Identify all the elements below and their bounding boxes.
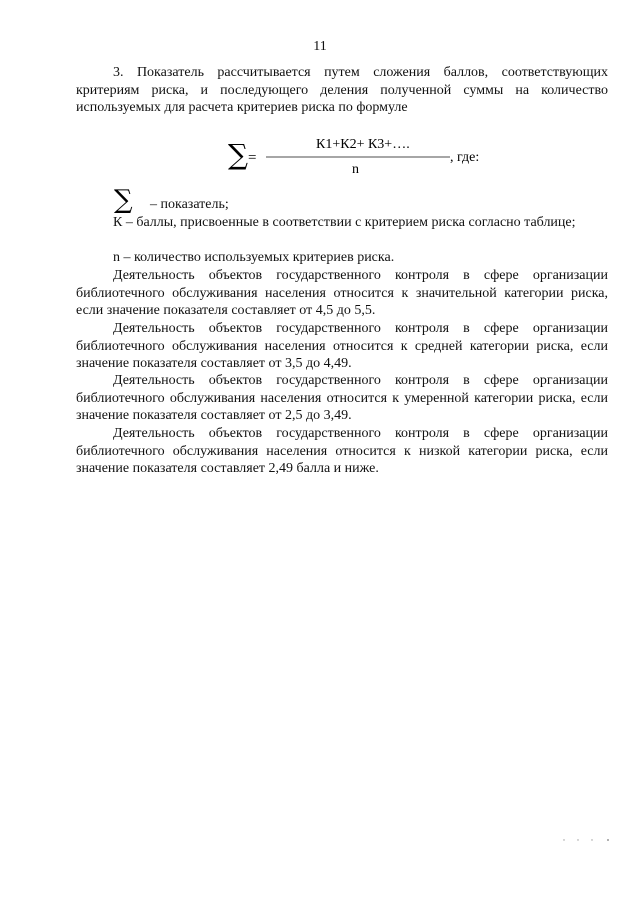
legend-sigma-symbol: ∑ [114,185,133,214]
category-paragraph-moderate: Деятельность объектов государственного контроля в сфере организации библиотечного обслуживания населения относится к умеренной категории риска, если значение показателя составляет от 2,5 до 3,49. [76,373,608,424]
formula-equals: = [248,150,257,166]
sum-symbol: ∑ [228,138,248,171]
intro-paragraph: 3. Показатель рассчитывается путем сложения баллов, соответствующих критериям риска, и последующего деления полученной суммы на количество используемых для расчета критериев риска по формуле [76,65,608,116]
category-paragraph-medium: Деятельность объектов государственного контроля в сфере организации библиотечного обслуживания населения относится к средней категории риска, если значение показателя составляет от 3,5 до 4,49. [76,321,608,372]
legend-sigma-definition: – показатель; [150,197,229,212]
formula-graphic [228,132,508,180]
risk-formula [228,132,508,180]
category-paragraph-low: Деятельность объектов государственного контроля в сфере организации библиотечного обслуживания населения относится к низкой категории риска, если значение показателя составляет 2,49 балла и ниже. [76,426,608,477]
scan-artifact-graphic [562,837,612,843]
legend-k-definition: К – баллы, присвоенные в соответствии с критерием риска согласно таблице; [113,215,576,230]
legend-sigma-graphic [112,184,142,214]
legend-sigma [112,184,142,214]
category-paragraph-significant: Деятельность объектов государственного контроля в сфере организации библиотечного обслуживания населения относится к значительной категории риска, если значение показателя составляет от 4,5 до 5,5. [76,268,608,319]
legend-n-definition: n – количество используемых критериев риска. [113,250,395,265]
formula-numerator: К1+К2+ К3+…. [316,137,410,152]
page-number: 11 [313,39,327,54]
formula-suffix: , где: [450,150,480,165]
scan-artifact [562,830,612,836]
formula-denominator: n [352,162,359,177]
